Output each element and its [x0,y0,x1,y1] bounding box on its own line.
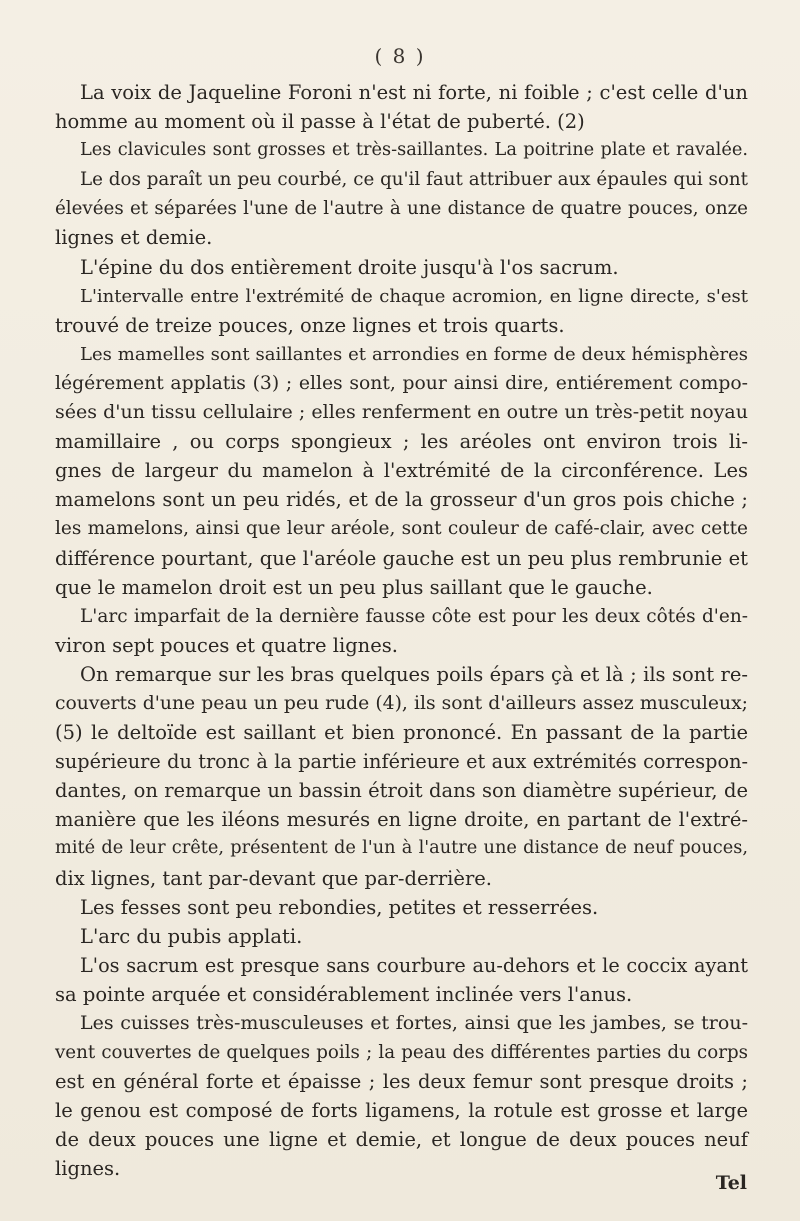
text-line: On remarque sur les bras quelques poils épars çà et là ; ils sont re- [80,662,748,686]
text-line: L'arc imparfait de la dernière fausse côte est pour les deux côtés d'en- [80,605,748,627]
text-line: L'épine du dos entièrement droite jusqu'à l'os sacrum. [80,255,619,279]
body-text [55,78,748,1184]
text-line: homme au moment où il passe à l'état de puberté. (2) [55,110,585,134]
text-line: que le mamelon droit est un peu plus saillant que le gauche. [55,575,653,599]
text-line: les mamelons, ainsi que leur aréole, sont couleur de café-clair, avec cette [55,518,748,540]
text-line: vent couvertes de quelques poils ; la peau des différentes parties du corps [55,1042,748,1064]
text-line: supérieure du tronc à la partie inférieure et aux extrémités correspon- [55,750,748,774]
text-line: élevées et séparées l'une de l'autre à une distance de quatre pouces, onze [55,198,748,220]
text-line: Les clavicules sont grosses et très-saillantes. La poitrine plate et ravalée. [80,140,748,161]
text-line: couverts d'une peau un peu rude (4), ils sont d'ailleurs assez musculeux; [55,692,748,714]
text-line: lignes et demie. [55,226,213,250]
text-line: dantes, on remarque un bassin étroit dans son diamètre supérieur, de [55,779,748,803]
text-line: (5) le deltoïde est saillant et bien prononcé. En passant de la partie [55,721,748,745]
text-line: sées d'un tissu cellulaire ; elles renferment en outre un très-petit noyau [55,401,748,424]
text-line: L'os sacrum est presque sans courbure au-dehors et le coccix ayant [80,953,748,977]
text-line: Les fesses sont peu rebondies, petites et resserrées. [80,895,599,919]
text-line: de deux pouces une ligne et demie, et longue de deux pouces neuf [55,1128,748,1152]
text-line: sa pointe arquée et considérablement inclinée vers l'anus. [55,982,633,1006]
text-line: Les mamelles sont saillantes et arrondies en forme de deux hémisphères [80,343,748,365]
text-line: trouvé de treize pouces, onze lignes et trois quarts. [55,313,565,337]
text-line: Le dos paraît un peu courbé, ce qu'il faut attribuer aux épaules qui sont [80,169,748,191]
text-line: mamillaire , ou corps spongieux ; les aréoles ont environ trois li- [55,430,748,454]
page-number: ( 8 ) [374,44,426,68]
text-line: La voix de Jaqueline Foroni n'est ni forte, ni foible ; c'est celle d'un [80,81,748,104]
text-line: Les cuisses très-musculeuses et fortes, ainsi que les jambes, se trou- [80,1012,748,1034]
text-line: L'intervalle entre l'extrémité de chaque acromion, en ligne directe, s'est [80,285,748,307]
catchword: Tel [715,1172,747,1194]
text-line: manière que les iléons mesurés en ligne droite, en partant de l'extré- [55,808,748,832]
text-line: viron sept pouces et quatre lignes. [55,633,398,657]
text-line: dix lignes, tant par-devant que par-derrière. [55,866,493,890]
text-line: L'arc du pubis applati. [80,924,303,948]
text-line: différence pourtant, que l'aréole gauche est un peu plus rembrunie et [55,546,748,570]
text-line: légérement applatis (3) ; elles sont, pour ainsi dire, entiérement compo- [55,372,748,394]
text-line: mité de leur crête, présentent de l'un à l'autre une distance de neuf pouces, [55,838,748,859]
text-line: mamelons sont un peu ridés, et de la grosseur d'un gros pois chiche ; [55,488,748,512]
text-line: est en général forte et épaisse ; les deux femur sont presque droits ; [55,1070,748,1094]
text-line: le genou est composé de forts ligamens, la rotule est grosse et large [55,1099,748,1123]
text-line: gnes de largeur du mamelon à l'extrémité de la circonférence. Les [55,459,748,483]
text-line: lignes. [55,1157,121,1181]
